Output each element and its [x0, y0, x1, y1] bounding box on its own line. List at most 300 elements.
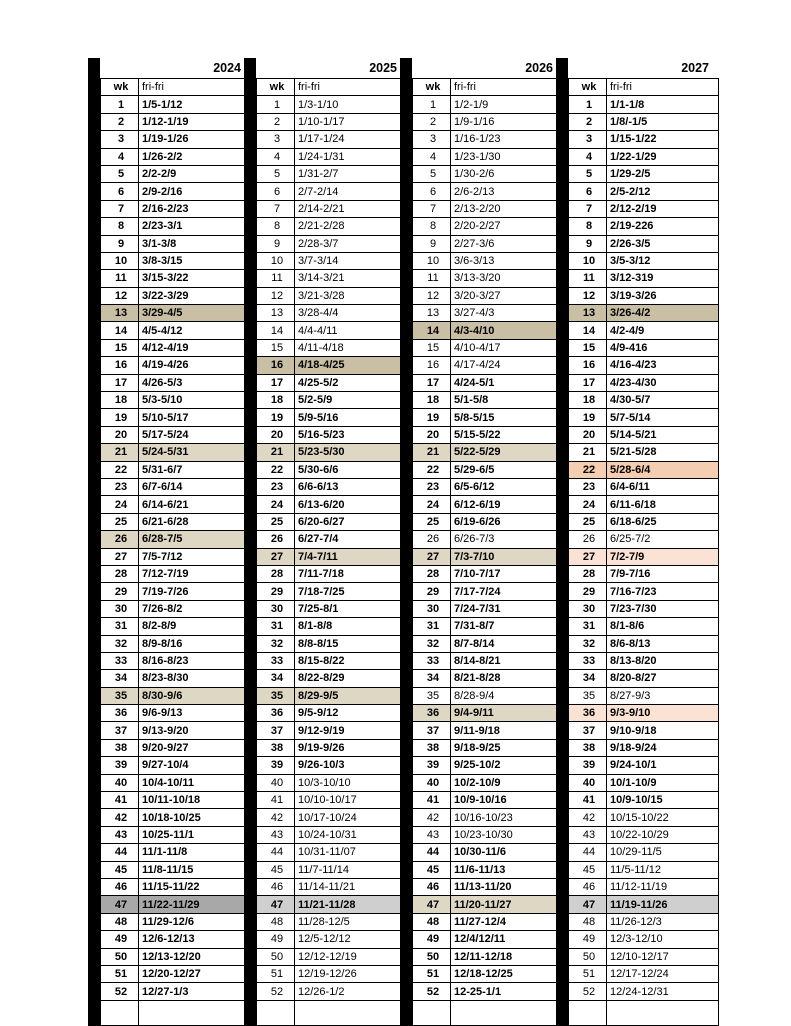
week-number-cell: 8: [569, 218, 607, 235]
week-range-cell: 9/18-9/25: [451, 739, 563, 756]
table-row: [413, 896, 563, 913]
week-range-cell: 10/25-11/1: [139, 826, 251, 843]
week-number-cell: 46: [101, 878, 139, 895]
table-row: [569, 148, 719, 165]
week-number-cell: 43: [101, 826, 139, 843]
table-row: [101, 357, 251, 374]
week-number-cell: 41: [101, 792, 139, 809]
week-range-cell: 8/2-8/9: [139, 618, 251, 635]
table-row: [101, 339, 251, 356]
year-block: [400, 58, 556, 1026]
table-row: [569, 113, 719, 130]
table-row: [257, 739, 407, 756]
week-number-cell: 21: [413, 444, 451, 461]
week-number-cell: 14: [413, 322, 451, 339]
week-number-cell: 38: [257, 739, 295, 756]
table-row: [101, 983, 251, 1000]
table-row: [569, 809, 719, 826]
week-number-cell: 24: [257, 496, 295, 513]
table-row: [569, 774, 719, 791]
table-row: [413, 270, 563, 287]
week-range-cell: 6/28-7/5: [139, 531, 251, 548]
table-row: [413, 200, 563, 217]
week-range-cell: 9/24-10/1: [607, 757, 719, 774]
table-row: [257, 287, 407, 304]
week-number-cell: 37: [257, 722, 295, 739]
table-row: [413, 165, 563, 182]
binder-spine: [88, 58, 100, 1026]
week-range-cell: 8/9-8/16: [139, 635, 251, 652]
table-row: [101, 774, 251, 791]
week-number-cell: 40: [101, 774, 139, 791]
table-row: [101, 826, 251, 843]
week-number-cell: 37: [569, 722, 607, 739]
week-range-cell: 5/29-6/5: [451, 461, 563, 478]
week-number-cell: 5: [101, 165, 139, 182]
week-range-cell: 8/16-8/23: [139, 652, 251, 669]
week-range-cell: 12-25-1/1: [451, 983, 563, 1000]
week-number-cell: 21: [257, 444, 295, 461]
table-row: [257, 131, 407, 148]
table-row: [101, 792, 251, 809]
week-number-cell: 45: [569, 861, 607, 878]
table-row: [413, 131, 563, 148]
table-row: [101, 478, 251, 495]
year-column: [412, 58, 556, 1026]
week-range-cell: 3/13-3/20: [451, 270, 563, 287]
week-number-cell: 38: [101, 739, 139, 756]
week-number-cell: 9: [569, 235, 607, 252]
week-number-cell: 16: [257, 357, 295, 374]
week-range-cell: 12/18-12/25: [451, 965, 563, 982]
table-row: [569, 705, 719, 722]
week-range-cell: 2/14-2/21: [295, 200, 407, 217]
table-row: [413, 496, 563, 513]
week-number-cell: 3: [101, 131, 139, 148]
table-row: [101, 235, 251, 252]
week-number-cell: 25: [569, 513, 607, 530]
table-row: [413, 339, 563, 356]
week-range-cell: 5/9-5/16: [295, 409, 407, 426]
week-range-cell: 5/2-5/9: [295, 392, 407, 409]
week-number-cell: 18: [101, 392, 139, 409]
week-number-cell: 43: [413, 826, 451, 843]
table-row: [569, 165, 719, 182]
week-range-cell: 6/20-6/27: [295, 513, 407, 530]
table-row: [413, 826, 563, 843]
week-number-cell: 23: [101, 478, 139, 495]
table-row: [569, 531, 719, 548]
week-number-cell: 33: [101, 652, 139, 669]
week-range-cell: 6/26-7/3: [451, 531, 563, 548]
week-number-cell: 49: [257, 931, 295, 948]
week-range-cell: 12/17-12/24: [607, 965, 719, 982]
table-row: [101, 409, 251, 426]
week-number-cell: 11: [101, 270, 139, 287]
week-range-cell: 8/6-8/13: [607, 635, 719, 652]
year-block: [556, 58, 712, 1026]
week-number-cell: 7: [101, 200, 139, 217]
table-row: [101, 531, 251, 548]
table-row: [101, 548, 251, 565]
table-row: [257, 113, 407, 130]
table-row: [257, 496, 407, 513]
table-row: [569, 844, 719, 861]
week-range-cell: 10/18-10/25: [139, 809, 251, 826]
week-number-cell: 33: [257, 652, 295, 669]
week-range-cell: 3/26-4/2: [607, 305, 719, 322]
week-range-cell: 9/10-9/18: [607, 722, 719, 739]
table-row: [569, 670, 719, 687]
table-row: [413, 322, 563, 339]
week-number-cell: 27: [101, 548, 139, 565]
table-row: [413, 444, 563, 461]
table-row: [569, 931, 719, 948]
table-row: [101, 374, 251, 391]
week-number-cell: 31: [257, 618, 295, 635]
week-number-cell: 20: [101, 426, 139, 443]
table-row: [257, 635, 407, 652]
week-range-cell: 10/16-10/23: [451, 809, 563, 826]
week-range-cell: 8/22-8/29: [295, 670, 407, 687]
week-range-cell: 4/30-5/7: [607, 392, 719, 409]
week-range-cell: 5/22-5/29: [451, 444, 563, 461]
table-row: [569, 687, 719, 704]
week-number-cell: 34: [257, 670, 295, 687]
column-header-range: fri-fri: [295, 79, 407, 96]
table-row: [101, 287, 251, 304]
week-range-cell: 10/17-10/24: [295, 809, 407, 826]
week-range-cell: 8/15-8/22: [295, 652, 407, 669]
table-row: [257, 931, 407, 948]
week-number-cell: 6: [257, 183, 295, 200]
table-row: [569, 757, 719, 774]
week-number-cell: 50: [569, 948, 607, 965]
week-range-cell: 5/30-6/6: [295, 461, 407, 478]
week-number-cell: 14: [257, 322, 295, 339]
table-row: [101, 861, 251, 878]
table-row: [257, 913, 407, 930]
year-block: [244, 58, 400, 1026]
week-number-cell: 41: [257, 792, 295, 809]
week-number-cell: 26: [569, 531, 607, 548]
week-range-cell: 12/20-12/27: [139, 965, 251, 982]
table-row: [101, 148, 251, 165]
week-range-cell: 11/7-11/14: [295, 861, 407, 878]
week-range-cell: 11/21-11/28: [295, 896, 407, 913]
week-range-cell: 5/1-5/8: [451, 392, 563, 409]
week-number-cell: 44: [257, 844, 295, 861]
week-range-cell: 2/26-3/5: [607, 235, 719, 252]
week-number-cell: 10: [101, 252, 139, 269]
week-number-cell: 39: [413, 757, 451, 774]
week-range-cell: 11/27-12/4: [451, 913, 563, 930]
week-number-cell: 26: [413, 531, 451, 548]
week-range-cell: 7/18-7/25: [295, 583, 407, 600]
table-row: [569, 513, 719, 530]
week-range-cell: 8/29-9/5: [295, 687, 407, 704]
year-columns-grid: [88, 58, 711, 1026]
week-range-cell: 2/19-226: [607, 218, 719, 235]
week-range-cell: 5/16-5/23: [295, 426, 407, 443]
week-table: [256, 78, 407, 1026]
week-range-cell: 11/28-12/5: [295, 913, 407, 930]
week-number-cell: 21: [569, 444, 607, 461]
table-row: [413, 392, 563, 409]
week-range-cell: 12/19-12/26: [295, 965, 407, 982]
week-range-cell: 1/31-2/7: [295, 165, 407, 182]
table-row: [569, 913, 719, 930]
week-range-cell: 4/25-5/2: [295, 374, 407, 391]
week-number-cell: 20: [569, 426, 607, 443]
week-range-cell: 2/20-2/27: [451, 218, 563, 235]
week-number-cell: 3: [569, 131, 607, 148]
week-number-cell: 7: [413, 200, 451, 217]
week-number-cell: 9: [101, 235, 139, 252]
week-number-cell: 3: [257, 131, 295, 148]
week-range-cell: 6/27-7/4: [295, 531, 407, 548]
week-range-cell: 4/5-4/12: [139, 322, 251, 339]
week-number-cell: 48: [101, 913, 139, 930]
table-row: [569, 739, 719, 756]
table-row: [257, 861, 407, 878]
table-row: [257, 705, 407, 722]
week-number-cell: 16: [569, 357, 607, 374]
table-footer-row: [101, 1000, 251, 1025]
week-range-cell: 6/13-6/20: [295, 496, 407, 513]
week-range-cell: 7/10-7/17: [451, 565, 563, 582]
week-number-cell: 8: [413, 218, 451, 235]
footer-cell-range: [607, 1000, 719, 1025]
table-row: [257, 548, 407, 565]
week-number-cell: 52: [569, 983, 607, 1000]
week-range-cell: 8/1-8/8: [295, 618, 407, 635]
week-number-cell: 1: [413, 96, 451, 113]
table-row: [257, 461, 407, 478]
table-row: [413, 705, 563, 722]
week-range-cell: 8/23-8/30: [139, 670, 251, 687]
week-number-cell: 17: [569, 374, 607, 391]
table-row: [257, 409, 407, 426]
week-number-cell: 15: [569, 339, 607, 356]
week-number-cell: 29: [257, 583, 295, 600]
column-header-range: fri-fri: [139, 79, 251, 96]
week-range-cell: 4/23-4/30: [607, 374, 719, 391]
week-range-cell: 1/1-1/8: [607, 96, 719, 113]
week-number-cell: 34: [569, 670, 607, 687]
week-number-cell: 18: [569, 392, 607, 409]
year-label: 2027: [681, 61, 709, 75]
week-range-cell: 11/29-12/6: [139, 913, 251, 930]
week-number-cell: 29: [569, 583, 607, 600]
week-range-cell: 6/18-6/25: [607, 513, 719, 530]
table-row: [413, 96, 563, 113]
week-number-cell: 1: [257, 96, 295, 113]
table-row: [569, 392, 719, 409]
week-range-cell: 1/30-2/6: [451, 165, 563, 182]
table-row: [257, 722, 407, 739]
table-row: [569, 896, 719, 913]
table-row: [569, 618, 719, 635]
week-range-cell: 9/26-10/3: [295, 757, 407, 774]
week-range-cell: 12/12-12/19: [295, 948, 407, 965]
table-row: [413, 774, 563, 791]
week-range-cell: 11/19-11/26: [607, 896, 719, 913]
table-row: [413, 426, 563, 443]
table-row: [257, 826, 407, 843]
week-range-cell: 9/6-9/13: [139, 705, 251, 722]
table-row: [257, 200, 407, 217]
table-row: [413, 757, 563, 774]
table-row: [101, 844, 251, 861]
table-row: [101, 722, 251, 739]
week-number-cell: 23: [569, 478, 607, 495]
table-row: [413, 931, 563, 948]
year-column: [100, 58, 244, 1026]
table-row: [257, 305, 407, 322]
footer-cell-range: [139, 1000, 251, 1025]
week-range-cell: 7/3-7/10: [451, 548, 563, 565]
table-row: [257, 270, 407, 287]
week-number-cell: 32: [101, 635, 139, 652]
table-row: [569, 878, 719, 895]
footer-cell-range: [295, 1000, 407, 1025]
week-number-cell: 30: [101, 600, 139, 617]
week-number-cell: 36: [257, 705, 295, 722]
table-row: [257, 878, 407, 895]
table-row: [413, 618, 563, 635]
week-number-cell: 35: [101, 687, 139, 704]
table-row: [413, 739, 563, 756]
week-range-cell: 6/4-6/11: [607, 478, 719, 495]
table-row: [257, 478, 407, 495]
week-range-cell: 2/5-2/12: [607, 183, 719, 200]
table-row: [257, 757, 407, 774]
week-range-cell: 12/13-12/20: [139, 948, 251, 965]
table-row: [257, 600, 407, 617]
week-range-cell: 5/3-5/10: [139, 392, 251, 409]
week-range-cell: 11/14-11/21: [295, 878, 407, 895]
week-number-cell: 28: [101, 565, 139, 582]
week-number-cell: 22: [413, 461, 451, 478]
week-range-cell: 3/19-3/26: [607, 287, 719, 304]
table-row: [413, 635, 563, 652]
week-range-cell: 3/12-319: [607, 270, 719, 287]
week-number-cell: 4: [101, 148, 139, 165]
week-number-cell: 27: [413, 548, 451, 565]
week-range-cell: 7/24-7/31: [451, 600, 563, 617]
table-row: [569, 374, 719, 391]
week-range-cell: 7/12-7/19: [139, 565, 251, 582]
week-number-cell: 1: [569, 96, 607, 113]
week-number-cell: 15: [101, 339, 139, 356]
table-row: [569, 444, 719, 461]
week-number-cell: 24: [101, 496, 139, 513]
table-row: [413, 183, 563, 200]
table-row: [413, 861, 563, 878]
table-row: [413, 792, 563, 809]
week-number-cell: 12: [569, 287, 607, 304]
table-row: [257, 948, 407, 965]
week-range-cell: 8/20-8/27: [607, 670, 719, 687]
week-range-cell: 5/28-6/4: [607, 461, 719, 478]
week-range-cell: 1/10-1/17: [295, 113, 407, 130]
week-range-cell: 8/13-8/20: [607, 652, 719, 669]
week-range-cell: 3/5-3/12: [607, 252, 719, 269]
binder-spine: [400, 58, 412, 1026]
week-range-cell: 6/19-6/26: [451, 513, 563, 530]
table-row: [257, 218, 407, 235]
week-range-cell: 9/20-9/27: [139, 739, 251, 756]
week-number-cell: 20: [257, 426, 295, 443]
week-range-cell: 12/6-12/13: [139, 931, 251, 948]
week-number-cell: 2: [257, 113, 295, 130]
table-row: [101, 461, 251, 478]
week-number-cell: 28: [257, 565, 295, 582]
table-row: [257, 618, 407, 635]
week-range-cell: 5/23-5/30: [295, 444, 407, 461]
footer-cell-week: [101, 1000, 139, 1025]
table-row: [413, 583, 563, 600]
table-row: [569, 235, 719, 252]
week-range-cell: 3/22-3/29: [139, 287, 251, 304]
table-row: [569, 600, 719, 617]
table-row: [413, 878, 563, 895]
week-range-cell: 12/11-12/18: [451, 948, 563, 965]
week-range-cell: 2/9-2/16: [139, 183, 251, 200]
year-label: 2024: [213, 61, 241, 75]
week-range-cell: 1/19-1/26: [139, 131, 251, 148]
week-number-cell: 18: [413, 392, 451, 409]
table-row: [569, 270, 719, 287]
table-row: [569, 983, 719, 1000]
table-header-row: [257, 79, 407, 96]
week-range-cell: 10/30-11/6: [451, 844, 563, 861]
week-range-cell: 9/4-9/11: [451, 705, 563, 722]
week-number-cell: 29: [101, 583, 139, 600]
week-number-cell: 9: [257, 235, 295, 252]
week-number-cell: 22: [101, 461, 139, 478]
table-row: [413, 218, 563, 235]
table-row: [101, 687, 251, 704]
week-range-cell: 2/27-3/6: [451, 235, 563, 252]
table-row: [101, 739, 251, 756]
table-row: [569, 252, 719, 269]
table-row: [413, 478, 563, 495]
week-number-cell: 31: [101, 618, 139, 635]
table-row: [101, 218, 251, 235]
table-footer-row: [569, 1000, 719, 1025]
week-range-cell: 3/6-3/13: [451, 252, 563, 269]
week-number-cell: 47: [413, 896, 451, 913]
week-number-cell: 50: [257, 948, 295, 965]
week-range-cell: 5/31-6/7: [139, 461, 251, 478]
week-number-cell: 48: [569, 913, 607, 930]
week-range-cell: 7/17-7/24: [451, 583, 563, 600]
week-range-cell: 6/21-6/28: [139, 513, 251, 530]
week-number-cell: 12: [413, 287, 451, 304]
week-number-cell: 19: [257, 409, 295, 426]
table-row: [101, 931, 251, 948]
week-number-cell: 21: [101, 444, 139, 461]
week-number-cell: 25: [101, 513, 139, 530]
week-range-cell: 4/4-4/11: [295, 322, 407, 339]
week-range-cell: 11/1-11/8: [139, 844, 251, 861]
week-range-cell: 12/4/12/11: [451, 931, 563, 948]
week-range-cell: 11/13-11/20: [451, 878, 563, 895]
table-row: [413, 913, 563, 930]
week-number-cell: 38: [413, 739, 451, 756]
